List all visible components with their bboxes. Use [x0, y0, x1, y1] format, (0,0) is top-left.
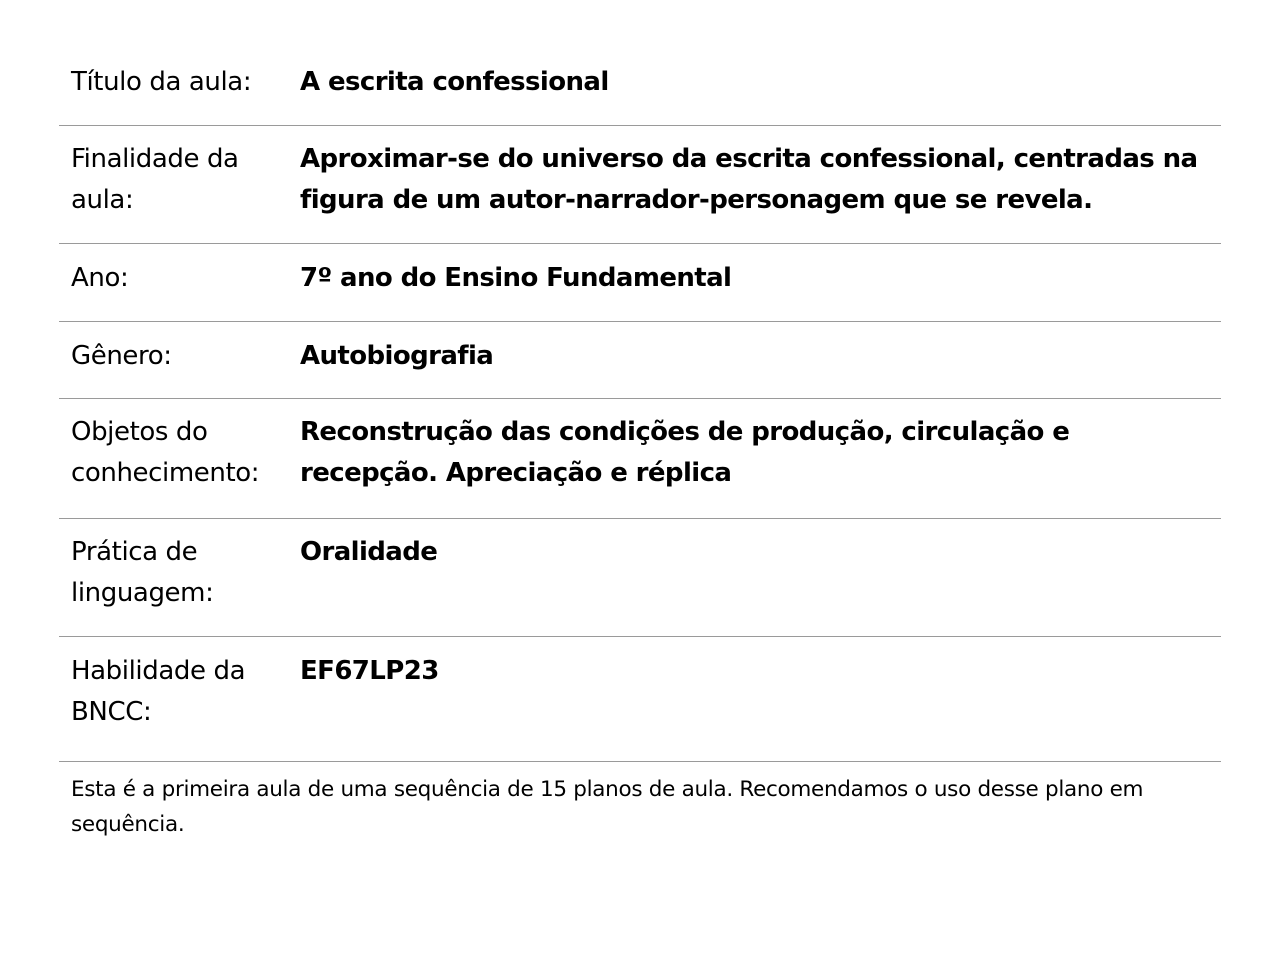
- lesson-title-value: A escrita confessional: [300, 67, 609, 97]
- bncc-skill-label: Habilidade da BNCC:: [71, 656, 246, 727]
- genre-value: Autobiografia: [300, 341, 494, 371]
- row-knowledge-objects: [59, 399, 1221, 519]
- genre-label: Gênero:: [71, 341, 172, 371]
- row-lesson-purpose: [59, 126, 1221, 244]
- lesson-purpose-value: Aproximar-se do universo da escrita confessional, centradas na figura de um autor-narrador-personagem que se revela.: [300, 144, 1198, 215]
- row-language-practice: [59, 519, 1221, 637]
- bncc-skill-value: EF67LP23: [300, 656, 439, 686]
- language-practice-label: Prática de linguagem:: [71, 537, 214, 608]
- row-school-year: [59, 244, 1221, 322]
- row-bncc-skill: [59, 637, 1221, 762]
- row-genre: [59, 322, 1221, 399]
- lesson-purpose-label: Finalidade da aula:: [71, 144, 239, 215]
- lesson-plan-table: [59, 50, 1221, 842]
- school-year-value: 7º ano do Ensino Fundamental: [300, 263, 732, 293]
- row-lesson-title: [59, 50, 1221, 126]
- sequence-note: Esta é a primeira aula de uma sequência de 15 planos de aula. Recomendamos o uso desse plano em sequência.: [71, 777, 1144, 837]
- knowledge-objects-value: Reconstrução das condições de produção, circulação e recepção. Apreciação e réplica: [300, 417, 1070, 488]
- knowledge-objects-label: Objetos do conhecimento:: [71, 417, 260, 488]
- language-practice-value: Oralidade: [300, 537, 438, 567]
- school-year-label: Ano:: [71, 263, 129, 293]
- lesson-title-label: Título da aula:: [71, 67, 252, 97]
